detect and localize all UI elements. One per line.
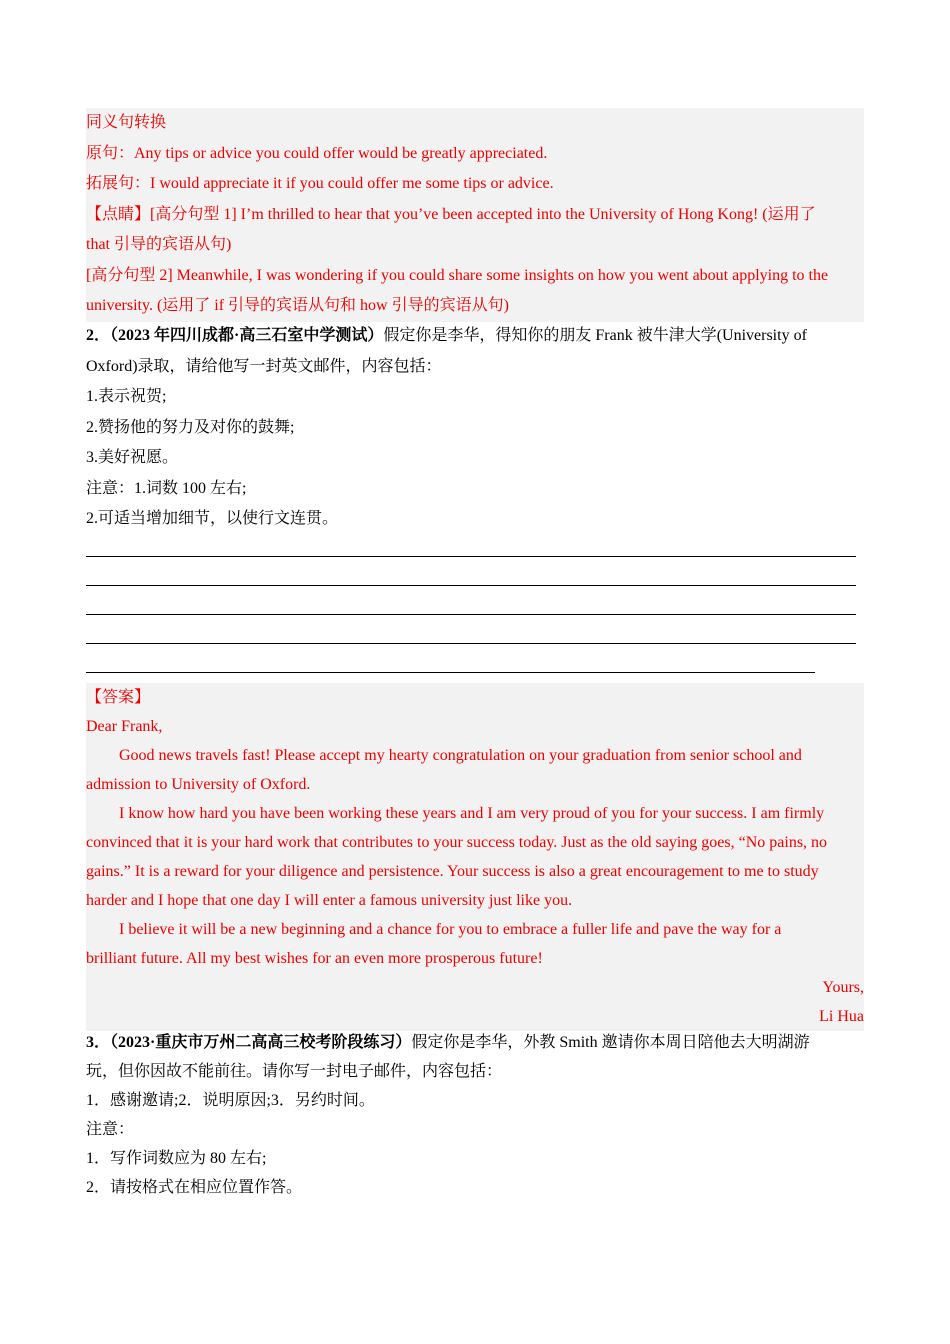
letter-paragraph-3: I believe it will be a new beginning and a chance for you to embrace a fuller life and pave the way for a (119, 921, 782, 938)
answer-label: 【答案】 (86, 689, 151, 706)
expanded-sentence: 拓展句：I would appreciate it if you could offer me some tips or advice. (86, 175, 554, 192)
question-prompt: 假定你是李华，得知你的朋友 Frank 被牛津大学(University of (383, 327, 807, 344)
question-prompt-cont: Oxford)录取，请给他写一封英文邮件，内容包括： (86, 357, 442, 375)
note-word-count: 注意：1.词数 100 左右; (86, 479, 247, 497)
answer-line[interactable] (86, 556, 856, 557)
highlight-pattern-2: [高分句型 2] Meanwhile, I was wondering if you could share some insights on how you went about applying to the (86, 266, 829, 284)
tips-heading: 同义句转换 (86, 114, 167, 131)
highlight-pattern-1: 【点睛】[高分句型 1] I’m thrilled to hear that you’ve been accepted into the University of Hong Kong! (运用了 (86, 205, 816, 223)
letter-greeting: Dear Frank, (86, 718, 163, 735)
highlight-pattern-1-cont: that 引导的宾语从句) (86, 236, 232, 253)
question-source: （2023 年四川成都·高三石室中学测试） (110, 327, 384, 344)
letter-paragraph-2-cont: convinced that it is your hard work that contributes to your success today. Just as the old saying goes, “No pains, no (86, 834, 828, 851)
question-2-prompt (86, 321, 864, 352)
letter-paragraph-2-cont: harder and I hope that one day I will enter a famous university just like you. (86, 892, 573, 909)
highlight-pattern-2-cont: university. (运用了 if 引导的宾语从句和 how 引导的宾语从句) (86, 297, 509, 314)
answer-section (86, 683, 864, 1031)
original-sentence: 原句：Any tips or advice you could offer would be greatly appreciated. (86, 144, 548, 162)
question-3 (86, 1028, 864, 1202)
question-2 (86, 321, 864, 535)
question-source: （2023·重庆市万州二高高三校考阶段练习） (110, 1034, 412, 1051)
note-label: 注意： (86, 1121, 135, 1138)
requirement-item: 2.赞扬他的努力及对你的鼓舞; (86, 418, 295, 436)
answer-line[interactable] (86, 672, 815, 673)
question-prompt: 假定你是李华，外教 Smith 邀请你本周日陪他去大明湖游 (411, 1034, 810, 1051)
answer-line[interactable] (86, 643, 856, 644)
note-details: 2.可适当增加细节，以使行文连贯。 (86, 510, 339, 527)
letter-signature: Li Hua (819, 1008, 864, 1025)
letter-paragraph-2-cont: gains.” It is a reward for your diligence and persistence. Your success is also a great encouragement to me to study (86, 863, 819, 880)
letter-paragraph-1: Good news travels fast! Please accept my hearty congratulation on your graduation from senior school and (119, 747, 802, 764)
answer-line[interactable] (86, 614, 856, 615)
question-number: 3． (86, 1034, 111, 1051)
question-number: 2． (86, 327, 111, 344)
answer-line[interactable] (86, 585, 856, 586)
requirement-items: 1．感谢邀请;2．说明原因;3．另约时间。 (86, 1092, 375, 1109)
tips-section (86, 108, 864, 322)
letter-paragraph-2: I know how hard you have been working these years and I am very proud of you for your success. I am firmly (119, 805, 825, 822)
note-word-count: 1．写作词数应为 80 左右; (86, 1150, 267, 1167)
note-format: 2．请按格式在相应位置作答。 (86, 1179, 303, 1196)
letter-closing: Yours, (822, 979, 864, 996)
question-3-prompt (86, 1028, 864, 1057)
requirement-item: 1.表示祝贺; (86, 388, 167, 405)
letter-paragraph-1-cont: admission to University of Oxford. (86, 776, 311, 793)
letter-paragraph-3-cont: brilliant future. All my best wishes for an even more prosperous future! (86, 950, 543, 967)
question-prompt-cont: 玩，但你因故不能前往。请你写一封电子邮件，内容包括： (86, 1063, 503, 1080)
requirement-item: 3.美好祝愿。 (86, 449, 179, 466)
